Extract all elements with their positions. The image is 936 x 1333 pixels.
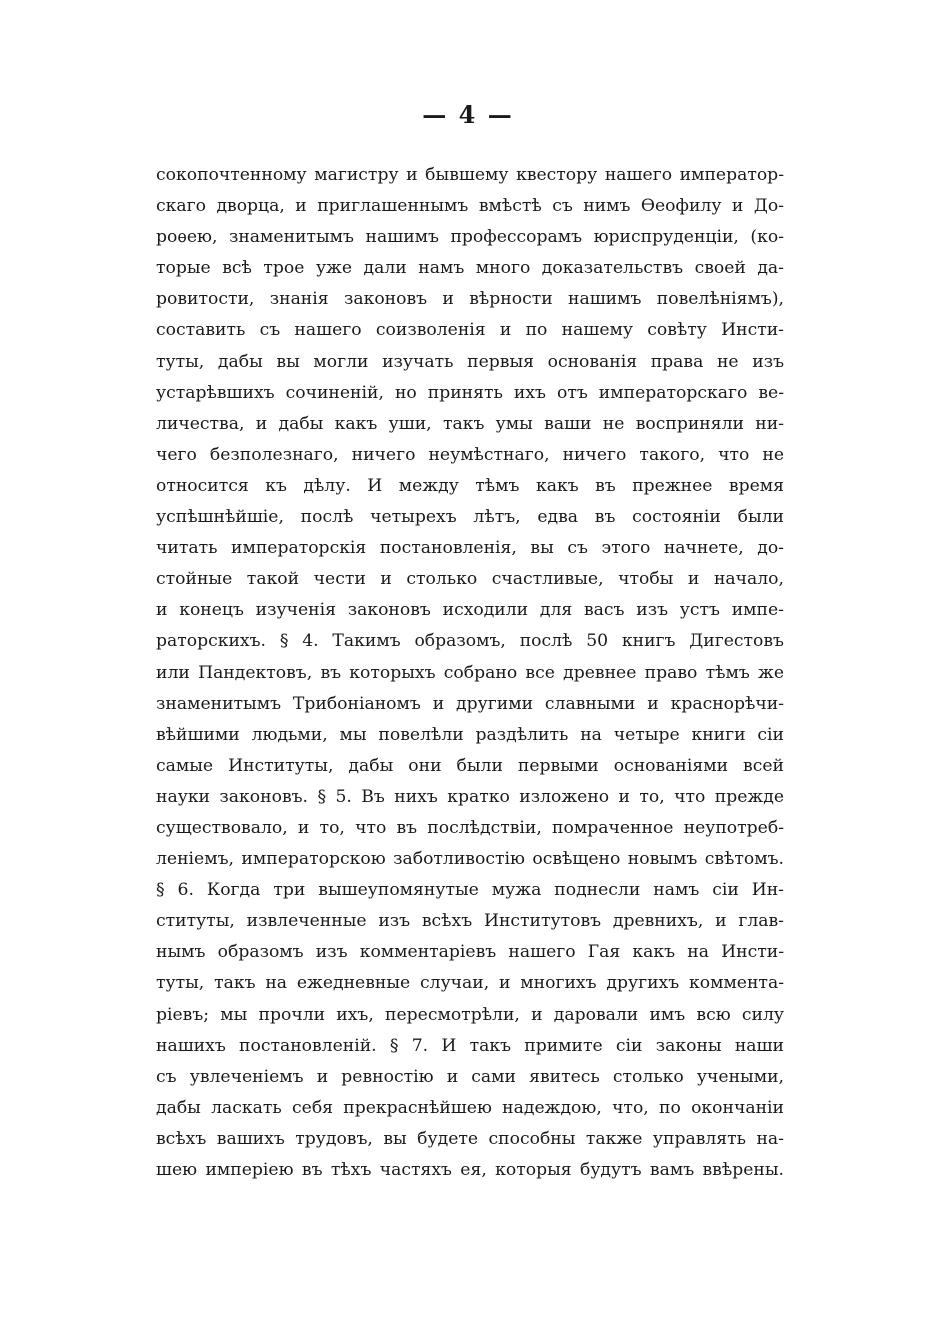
text-line: ституты, извлеченные изъ всѣхъ Институтовъ древнихъ, и глав- [156, 911, 784, 932]
text-line: успѣшнѣйшіе, послѣ четырехъ лѣтъ, едва въ состояніи были [156, 507, 784, 528]
text-line: туты, такъ на ежедневные случаи, и многихъ другихъ коммента- [156, 973, 784, 994]
text-line: всѣхъ вашихъ трудовъ, вы будете способны также управлять на- [156, 1128, 784, 1149]
text-line: раторскихъ. § 4. Такимъ образомъ, послѣ 50 книгъ Дигестовъ [156, 631, 784, 652]
page-number: — 4 — [422, 100, 514, 129]
text-line: стойные такой чести и столько счастливые, чтобы и начало, [156, 569, 784, 590]
text-line: нашихъ постановленій. § 7. И такъ примите сіи законы наши [156, 1035, 784, 1056]
text-line: составить съ нашего соизволенія и по нашему совѣту Инсти- [156, 320, 784, 341]
text-line: устарѣвшихъ сочиненій, но принять ихъ отъ императорскаго ве- [156, 382, 784, 403]
text-line: читать императорскія постановленія, вы съ этого начнете, до- [156, 538, 784, 559]
text-line: § 6. Когда три вышеупомянутые мужа поднесли намъ сіи Ин- [156, 880, 784, 901]
text-line: относится къ дѣлу. И между тѣмъ какъ въ прежнее время [156, 475, 784, 496]
text-line: существовало, и то, что въ послѣдствіи, помраченное неупотреб- [156, 817, 784, 838]
text-line: леніемъ, императорскою заботливостію освѣщено новымъ свѣтомъ. [156, 849, 784, 870]
text-line: торые всѣ трое уже дали намъ много доказательствъ своей да- [156, 258, 784, 279]
text-line: съ увлеченіемъ и ревностію и сами явитесь столько учеными, [156, 1066, 784, 1087]
text-line: дабы ласкать себя прекраснѣйшею надеждою, что, по окончаніи [156, 1097, 784, 1118]
text-line: вѣйшими людьми, мы повелѣли раздѣлить на четыре книги сіи [156, 724, 784, 745]
text-line: самые Институты, дабы они были первыми основаніями всей [156, 755, 784, 776]
text-line: нымъ образомъ изъ комментаріевъ нашего Гая какъ на Инсти- [156, 942, 784, 963]
text-line: роѳею, знаменитымъ нашимъ профессорамъ юриспруденціи, (ко- [156, 227, 784, 248]
text-line: личества, и дабы какъ уши, такъ умы ваши не восприняли ни- [156, 413, 784, 434]
text-line: туты, дабы вы могли изучать первыя основанія права не изъ [156, 351, 784, 372]
text-line: скаго дворца, и приглашеннымъ вмѣстѣ съ нимъ Ѳеофилу и До- [156, 196, 784, 217]
text-line: или Пандектовъ, въ которыхъ собрано все древнее право тѣмъ же [156, 662, 784, 683]
text-line: знаменитымъ Трибоніаномъ и другими славными и краснорѣчи- [156, 693, 784, 714]
text-line: сокопочтенному магистру и бывшему квестору нашего император- [156, 165, 784, 185]
text-line: ріевъ; мы прочли ихъ, пересмотрѣли, и даровали имъ всю силу [156, 1004, 784, 1025]
text-line: и конецъ изученія законовъ исходили для васъ изъ устъ импе- [156, 600, 784, 621]
text-line: науки законовъ. § 5. Въ нихъ кратко изложено и то, что прежде [156, 786, 784, 807]
body-text [156, 160, 784, 1186]
text-line: шею имперіею въ тѣхъ частяхъ ея, которыя будутъ вамъ ввѣрены. [156, 1160, 784, 1180]
text-line: чего безполезнаго, ничего неумѣстнаго, ничего такого, что не [156, 444, 784, 465]
text-line: ровитости, знанія законовъ и вѣрности нашимъ повелѣніямъ), [156, 289, 784, 310]
